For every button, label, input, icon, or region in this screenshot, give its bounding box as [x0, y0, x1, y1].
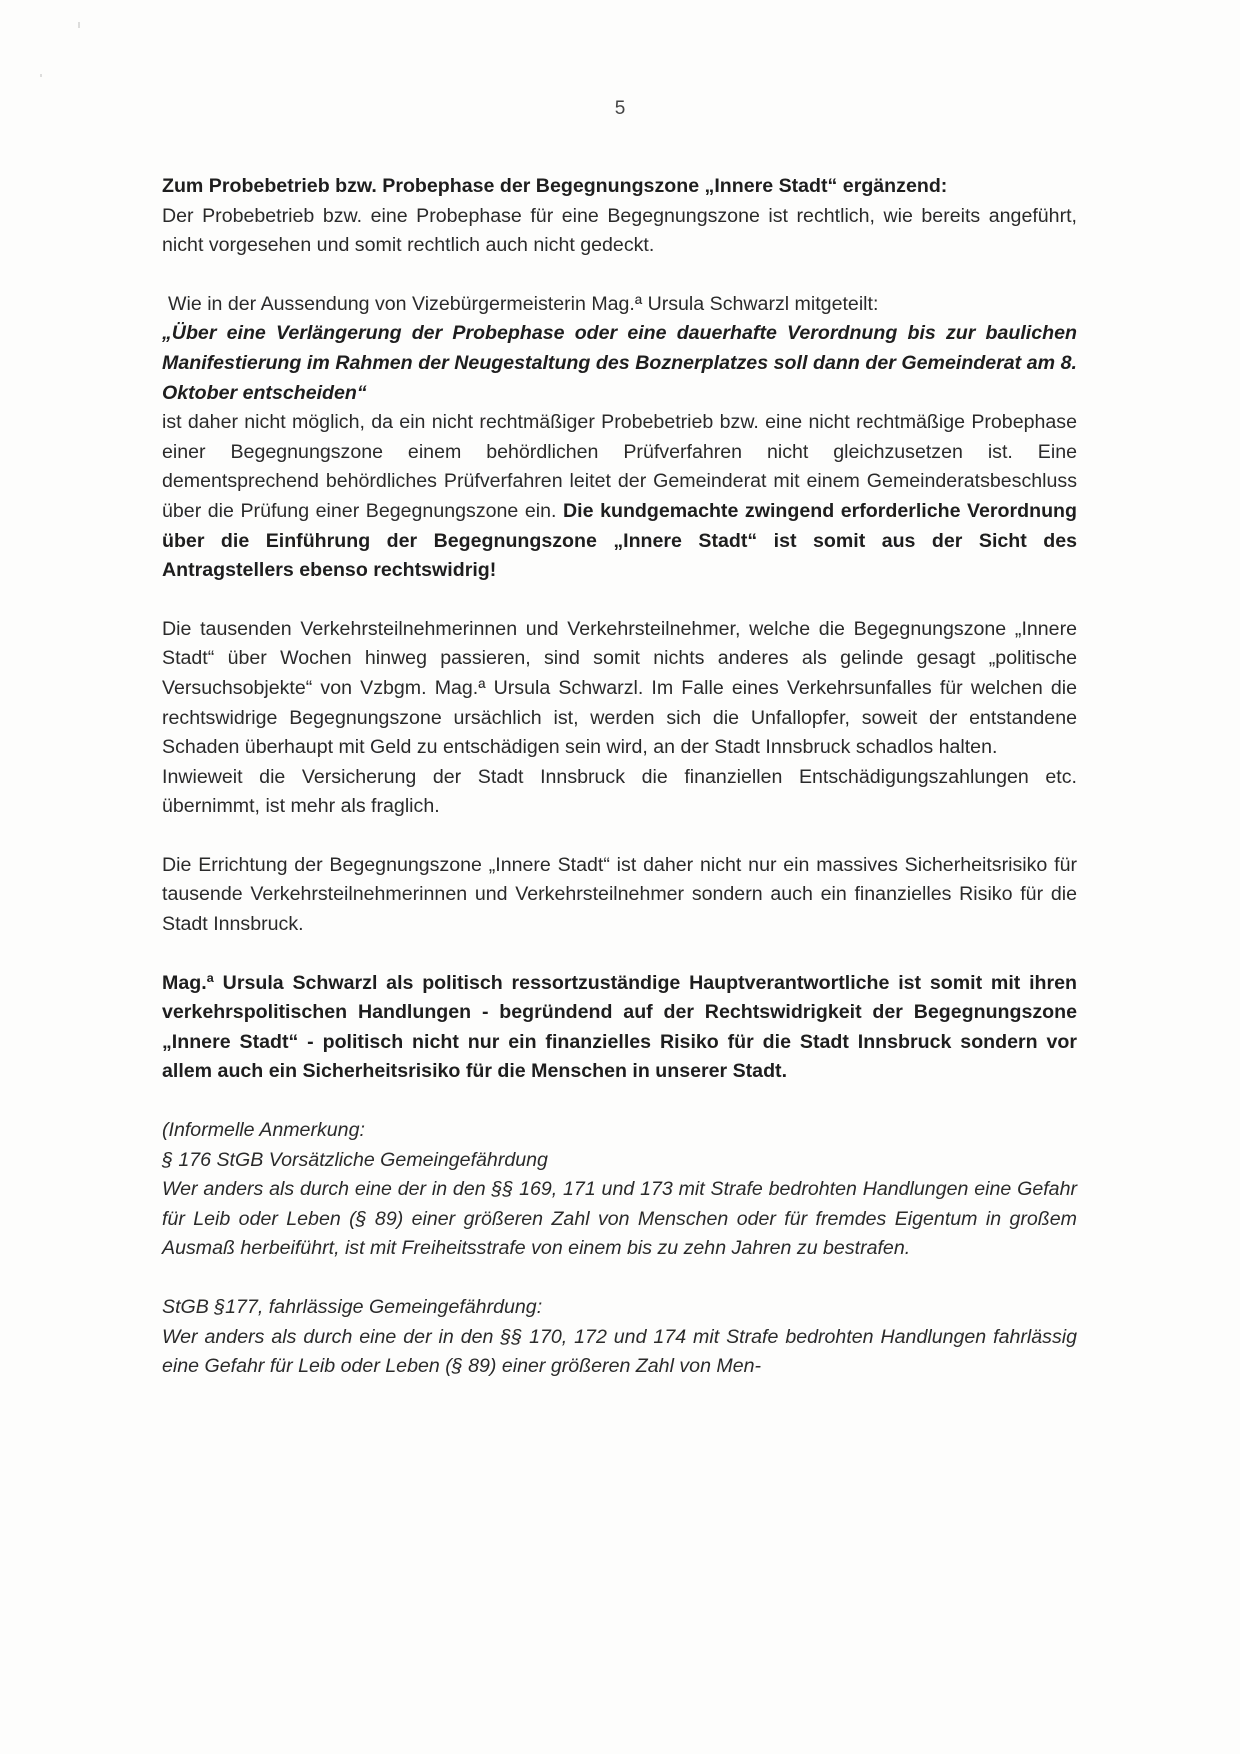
paragraph-intro: Wie in der Aussendung von Vizebürgermeisterin Mag.ª Ursula Schwarzl mitgeteilt:	[168, 292, 879, 315]
quote-text: „Über eine Verlängerung der Probephase oder eine dauerhafte Verordnung bis zur baulichen Manifestierung im Rahmen der Neugestaltung des Boznerplatzes soll dann der Gemeinderat am 8. Oktober entscheiden“	[162, 322, 1077, 404]
section-stgb-177	[162, 1293, 1077, 1382]
page-number: 5	[614, 98, 626, 119]
bold-conclusion: Die kundgemachte zwingend erforderliche Verordnung über die Einführung der Begegnungszone „Innere Stadt“ ist somit aus der Sicht des Antragstellers ebenso rechtswidrig!	[162, 499, 1077, 582]
scan-artifact	[78, 22, 80, 28]
legal-text: Wer anders als durch eine der in den §§ 169, 171 und 173 mit Strafe bedrohten Handlungen eine Gefahr für Leib oder Leben (§ 89) einer größeren Zahl von Menschen oder für fremdes Eigentum in großem Ausmaß herbeiführt, ist mit Freiheitsstrafe von einem bis zu zehn Jahren zu bestrafen.	[162, 1178, 1077, 1260]
section-errichtung	[162, 851, 1077, 940]
paragraph-text: Der Probebetrieb bzw. eine Probephase für eine Begegnungszone ist rechtlich, wie bereits angeführt, nicht vorgesehen und somit rechtlich auch nicht gedeckt.	[162, 204, 1077, 257]
paragraph-text: Inwieweit die Versicherung der Stadt Innsbruck die finanziellen Entschädigungszahlungen etc. übernimmt, ist mehr als fraglich.	[162, 765, 1077, 818]
paragraph-title: § 176 StGB Vorsätzliche Gemeingefährdung	[162, 1148, 548, 1171]
bold-paragraph: Mag.ª Ursula Schwarzl als politisch ressortzuständige Hauptverantwortliche ist somit mit ihren verkehrspolitischen Handlungen - begründend auf der Rechtswidrigkeit der Begegnungszone „Innere Stadt“ - politisch nicht nur ein finanzielles Risiko für die Stadt Innsbruck sondern vor allem auch ein Sicherheitsrisiko für die Menschen in unserer Stadt.	[162, 971, 1077, 1083]
section-anmerkung	[162, 1116, 1077, 1264]
scan-artifact	[40, 74, 42, 77]
section-heading: Zum Probebetrieb bzw. Probephase der Begegnungszone „Innere Stadt“ ergänzend:	[162, 175, 948, 197]
paragraph-text: ist daher nicht möglich, da ein nicht rechtmäßiger Probebetrieb bzw. eine nicht rechtmäßige Probephase einer Begegnungszone einem behördlichen Prüfverfahren nicht gleichzusetzen ist. Eine dementsprechend behördliches Prüfverfahren leitet der Gemeinderat mit einem Gemeinderatsbeschluss über die Prüfung einer Begegnungszone ein.	[162, 411, 1077, 522]
legal-text: Wer anders als durch eine der in den §§ 170, 172 und 174 mit Strafe bedrohten Handlungen fahrlässig eine Gefahr für Leib oder Leben (§ 89) einer größeren Zahl von Men-	[162, 1325, 1077, 1378]
paragraph-title: StGB §177, fahrlässige Gemeingefährdung:	[162, 1296, 543, 1318]
paragraph-text: Die tausenden Verkehrsteilnehmerinnen und Verkehrsteilnehmer, welche die Begegnungszone „Innere Stadt“ über Wochen hinweg passieren, sind somit nichts anderes als gelinde gesagt „politische Versuchsobjekte“ von Vzbgm. Mag.ª Ursula Schwarzl. Im Falle eines Verkehrsunfalles für welchen die rechtswidrige Begegnungszone ursächlich ist, werden sich die Unfallopfer, soweit der entstandene Schaden überhaupt mit Geld zu entschädigen sein wird, an der Stadt Innsbruck schadlos halten.	[162, 617, 1077, 759]
section-schwarzl	[162, 969, 1077, 1087]
section-verkehrsteilnehmer	[162, 615, 1077, 822]
section-aussendung	[162, 290, 1077, 586]
paragraph-text: Die Errichtung der Begegnungszone „Innere Stadt“ ist daher nicht nur ein massives Sicherheitsrisiko für tausende Verkehrsteilnehmerinnen und Verkehrsteilnehmer sondern auch ein finanzielles Risiko für die Stadt Innsbruck.	[162, 853, 1077, 936]
document-body	[162, 172, 1077, 1382]
note-title: (Informelle Anmerkung:	[162, 1119, 365, 1142]
section-probebetrieb	[162, 172, 1077, 261]
